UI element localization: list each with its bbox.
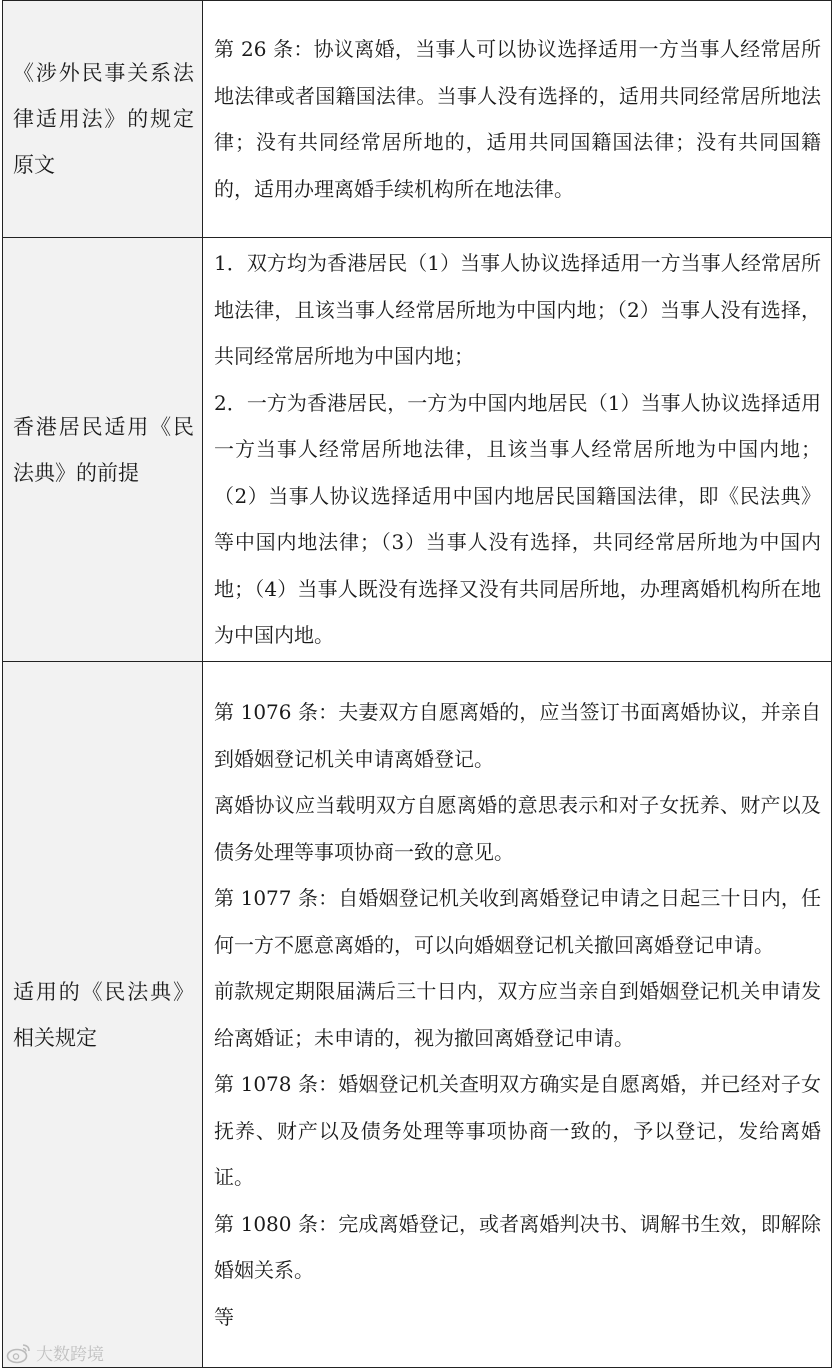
row-label: 香港居民适用《民法典》的前提 bbox=[3, 238, 203, 662]
content-paragraph: 前款规定期限届满后三十日内，双方应当亲自到婚姻登记机关申请发给离婚证；未申请的，视为撤回离婚登记申请。 bbox=[214, 979, 821, 1050]
watermark-text: 大数跨境 bbox=[36, 1345, 104, 1365]
row-content bbox=[203, 1, 832, 238]
content-paragraph: 第 1078 条：婚姻登记机关查明双方确实是自愿离婚，并已经对子女抚养、财产以及债务处理等事项协商一致的，予以登记，发给离婚证。 bbox=[214, 1072, 821, 1189]
content-paragraph: 等 bbox=[214, 1304, 234, 1329]
content-paragraph: 第 1076 条：夫妻双方自愿离婚的，应当签订书面离婚协议，并亲自到婚姻登记机关申请离婚登记。 bbox=[214, 700, 821, 771]
row-content bbox=[203, 662, 832, 1368]
watermark bbox=[6, 1340, 104, 1365]
content-paragraph: 第 26 条：协议离婚，当事人可以协议选择适用一方当事人经常居所地法律或者国籍国法律。当事人没有选择的，适用共同经常居所地法律；没有共同经常居所地的，适用共同国籍国法律；没有共同国籍的，适用办理离婚手续机构所在地法律。 bbox=[214, 37, 821, 201]
table-row bbox=[3, 662, 832, 1368]
content-paragraph: 离婚协议应当载明双方自愿离婚的意思表示和对子女抚养、财产以及债务处理等事项协商一致的意见。 bbox=[214, 793, 821, 864]
table-row bbox=[3, 238, 832, 662]
row-label: 适用的《民法典》相关规定 bbox=[3, 662, 203, 1368]
table-row bbox=[3, 1, 832, 238]
content-paragraph: 第 1080 条：完成离婚登记，或者离婚判决书、调解书生效，即解除婚姻关系。 bbox=[214, 1211, 821, 1282]
content-paragraph: 第 1077 条：自婚姻登记机关收到离婚登记申请之日起三十日内，任何一方不愿意离婚的，可以向婚姻登记机关撤回离婚登记申请。 bbox=[214, 886, 821, 957]
weibo-logo-icon bbox=[6, 1342, 32, 1364]
content-paragraph: 1．双方均为香港居民（1）当事人协议选择适用一方当事人经常居所地法律，且该当事人经常居所地为中国内地；（2）当事人没有选择，共同经常居所地为中国内地； bbox=[214, 251, 821, 369]
row-content bbox=[203, 238, 832, 662]
law-comparison-table bbox=[2, 0, 832, 1368]
row-label: 《涉外民事关系法律适用法》的规定原文 bbox=[3, 1, 203, 238]
content-paragraph: 2．一方为香港居民，一方为中国内地居民（1）当事人协议选择适用一方当事人经常居所地法律，且该当事人经常居所地为中国内地；（2）当事人协议选择适用中国内地居民国籍国法律，即《民法典》等中国内地法律；（3）当事人没有选择，共同经常居所地为中国内地；（4）当事人既没有选择又没有共同居所地，办理离婚机构所在地为中国内地。 bbox=[214, 390, 821, 648]
